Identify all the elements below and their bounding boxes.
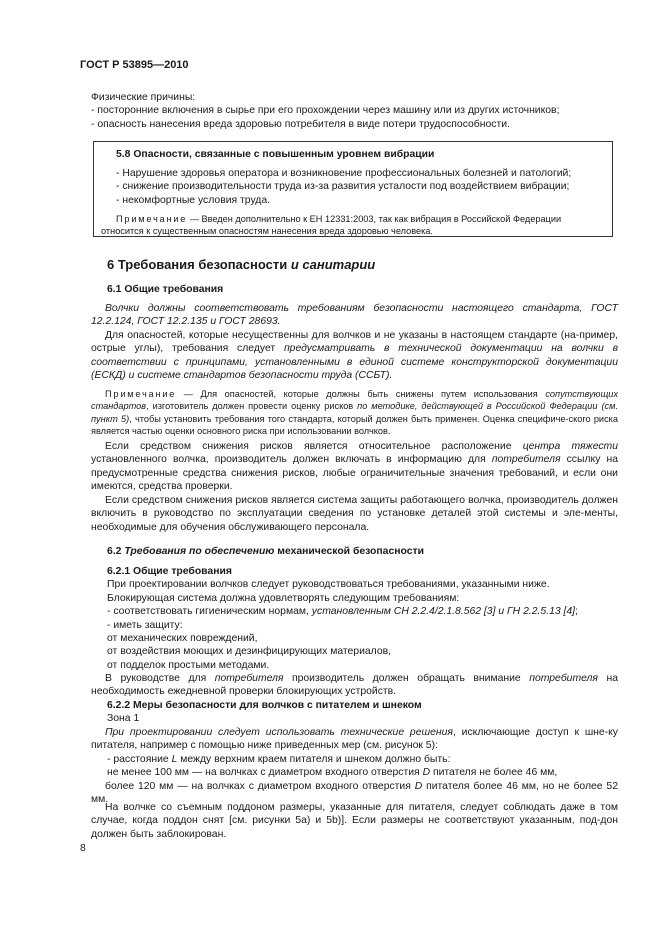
list-item: - расстояние L между верхним краем питателя и шнеком должно быть: bbox=[107, 754, 451, 765]
list-item: более 120 мм — на волчках с диаметром входного отверстия D питателя более 46 мм, но не более 52 мм. bbox=[91, 781, 618, 806]
paragraph: На волчке со съемным поддоном размеры, указанные для питателя, следует соблюдать даже в том случае, когда поддон снят [см. рисунки 5а) и 5b)]. Если размеры не соответствуют указанным, под-дон должен быть заблокирован. bbox=[91, 802, 618, 840]
document-header: ГОСТ Р 53895—2010 bbox=[80, 59, 189, 71]
list-item: - некомфортные условия труда. bbox=[116, 194, 271, 206]
distance-list bbox=[107, 753, 618, 780]
list-item: - Нарушение здоровья оператора и возникновение профессиональных болезней и патологий; bbox=[116, 168, 572, 179]
list-item: - посторонние включения в сырье при его прохождении через машину или из других источников; bbox=[91, 105, 560, 117]
paragraph: Если средством снижения рисков является относительное расположение центра тяжести установленного волчка, производитель должен включать в информацию для потребителя ссылку на предусмотренные средства снижения рисков, любые ограничительные значения требований, и если они имеются, средства проверки. bbox=[91, 441, 618, 493]
section-6-2-1: 6.2.1 Общие требования При проектировании волчков следует руководствоваться требованиями, указанными ниже. Блокирующая система должна удовлетворять следующим требованиям: - соответствовать гигиеническим нормам, установленным СН 2.2.4/2.1.8.562 [3] и ГН 2.2.5.13 [4]; - иметь защиту: от механических повреждений, от воздействия моющих и дезинфицирующих материалов, от подделок простыми методами. bbox=[107, 565, 618, 672]
section-5-8-box bbox=[93, 141, 613, 237]
list-item: - иметь защиту: bbox=[107, 619, 183, 631]
paragraph: При проектировании следует использовать технические решения, исключающие доступ к шне-ку питателя, например с помощью ниже приведенных мер (см. рисунок 5): bbox=[91, 727, 618, 752]
box-note: Примечание — Введен дополнительно к ЕН 12331:2003, так как вибрация в Российской Федерации относится к существенным опасностям нанесения вреда здоровью человека. bbox=[101, 214, 562, 237]
section-6-2-2 bbox=[107, 699, 618, 726]
section-6-2-2-title: 6.2.2 Меры безопасности для волчков с питателем и шнеком bbox=[107, 700, 422, 711]
physical-causes bbox=[91, 91, 618, 131]
zone-label: Зона 1 bbox=[107, 713, 140, 725]
vibration-list bbox=[116, 167, 571, 207]
list-item: от механических повреждений, bbox=[107, 633, 258, 645]
note-6-1: Примечание — Для опасностей, которые должны быть снижены путем использования сопутствующих стандартов, изготовитель должен провести оценку рисков по методике, действующей в Российской Федерации (см. пункт 5), чтобы установить требования того стандарта, который должен быть применен. Оценка специфиче-ского риска является частью оценки основного риска при использовании волчков. bbox=[91, 389, 618, 437]
section-5-8-title: 5.8 Опасности, связанные с повышенным уровнем вибрации bbox=[116, 149, 435, 160]
section-6-2-title: 6.2 Требования по обеспечению механической безопасности bbox=[107, 546, 424, 557]
list-item: - соответствовать гигиеническим нормам, установленным СН 2.2.4/2.1.8.562 [3] и ГН 2.2.5.13 [4]; bbox=[107, 606, 578, 618]
paragraph: Для опасностей, которые несущественны для волчков и не указаны в настоящем стандарте (на-пример, острые углы), требования следует предусматривать в технической документации на волчки в соответствии с принципами, установленными в единой системе конструкторской документации (ЕСКД) и системе стандартов безопасности труда (ССБТ). bbox=[91, 330, 618, 382]
section-6-1-title: 6.1 Общие требования bbox=[107, 284, 224, 295]
list-item: от воздействия моющих и дезинфицирующих материалов, bbox=[107, 646, 392, 658]
list-item: - опасность нанесения вреда здоровью потребителя в виде потери трудоспособности. bbox=[91, 118, 510, 130]
list-item: не менее 100 мм — на волчках с диаметром входного отверстия D питателя не более 46 мм, bbox=[107, 767, 558, 779]
note-label: Примечание bbox=[116, 214, 188, 224]
page-number: 8 bbox=[80, 843, 86, 854]
physical-heading: Физические причины: bbox=[91, 92, 196, 103]
list-item: от подделок простыми методами. bbox=[107, 659, 270, 671]
paragraph: Если средством снижения рисков является система защиты работающего волчка, производитель должен включить в руководство по эксплуатации сведения по установке деталей этой системы и эле-менты, необходимые для обучения обслуживающего персонала. bbox=[91, 495, 618, 533]
paragraph: В руководстве для потребителя производитель должен обращать внимание потребителя на необходимость ежедневной проверки блокирующих устройств. bbox=[91, 673, 618, 698]
list-item: - снижение производительности труда из-за развития усталости под воздействием вибрации; bbox=[116, 181, 570, 193]
section-6-2-1-title: 6.2.1 Общие требования bbox=[107, 566, 232, 577]
note-label: Примечание bbox=[105, 389, 177, 399]
paragraph: Волчки должны соответствовать требованиям безопасности настоящего стандарта, ГОСТ 12.2.124, ГОСТ 12.2.135 и ГОСТ 28693. bbox=[91, 303, 618, 328]
section-6-title: 6 Требования безопасности и санитарии bbox=[107, 257, 376, 272]
